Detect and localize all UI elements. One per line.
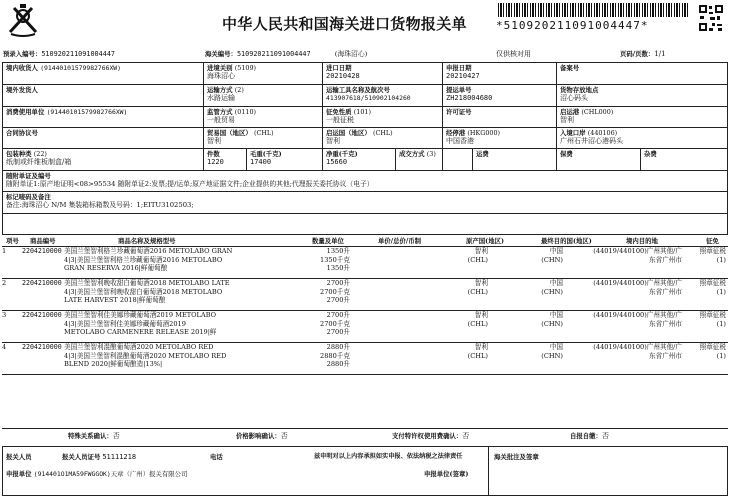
col-domestic: 境内目的地 — [626, 237, 658, 245]
entry-port-field: 进境关别 (5109) 海珠沼心 — [207, 64, 257, 80]
storage-field: 货物存放地点 沼心码头 — [560, 86, 599, 102]
document-title: 中华人民共和国海关进口货物报关单 — [222, 15, 467, 33]
barcode-text: *510920211091004447* — [496, 19, 649, 32]
levy-field: 征免性质 (101) 一般征税 — [326, 108, 371, 124]
consignee-field: 境内收货人 (91440101579982766XW) — [6, 64, 121, 72]
net-weight-field: 净重(千克) 15660 — [326, 150, 358, 166]
phone-label: 电话 — [210, 453, 223, 461]
bl-no-field: 提运单号 ZH218004680 — [446, 86, 493, 102]
freight-field: 运费 — [476, 150, 489, 158]
special-relation: 特殊关系确认：否 — [68, 432, 120, 440]
origin-country-field: 启运国（地区） (CHL) 智利 — [326, 129, 393, 145]
entry-site-field: 入境口岸 (440106) 广州石井沼心港码头 — [560, 129, 623, 145]
declarant-label: 报关人员 — [6, 453, 32, 461]
vessel-field: 运输工具名称及航次号 413907618/510902104260 — [326, 86, 411, 102]
contract-field: 合同协议号 — [6, 129, 38, 137]
marks-field: 标记唛码及备注 备注:海珠沼心 N/M 集装箱标箱数及号码：1;EITU3102503; — [6, 193, 194, 209]
qr-code-icon — [698, 4, 724, 32]
overseas-shipper-field: 境外发货人 — [6, 86, 38, 94]
documents-field: 随附单证及编号 随附单证1:原产地证明<08>95534 随附单证2:发票;提/运单;原产地证据文件;企业提供的其他;代理报关委托协议（电子） — [6, 172, 374, 188]
user-unit-field: 消费使用单位 (91440101579982766XW) — [6, 108, 128, 116]
col-name: 商品名称及规格型号 — [118, 237, 176, 245]
col-item-no: 项号 — [6, 237, 19, 245]
table-row: 2 2204210000 美国兰堡智利晚收甜白葡萄酒2018 METOLABO LATE 4|3|美国兰堡智利晚收甜白葡萄酒2018 METOLABO LATE HARVEST 2018|鲜葡萄酿 2700升 2700千克 2700升 智利 (CHL) 中国 (CHN) (44019/440100)广州其他/广 东省广州市 照章征税 (1) — [2, 279, 726, 305]
legal-statement: 兹申明对以上内容承担如实申报、依法纳税之法律责任 — [314, 453, 463, 460]
declarant-number: 报关人员证号 51111218 — [62, 453, 137, 461]
record-no-field: 备案号 — [560, 64, 580, 72]
declare-date-field: 申报日期 20210427 — [446, 64, 480, 80]
license-field: 许可证号 — [446, 108, 472, 116]
transit-port-field: 经停港 (HKG000) 中国香港 — [446, 129, 501, 145]
copy-note: 仅供核对用 — [496, 50, 531, 58]
gross-weight-field: 毛重(千克) 17400 — [250, 150, 282, 166]
supervision-field: 监管方式 (0110) 一般贸易 — [207, 108, 257, 124]
customs-number: 海关编号：510920211091004447 (海珠沼心) — [205, 50, 368, 58]
trade-country-field: 贸易国（地区） (CHL) 智利 — [207, 129, 274, 145]
self-declare: 自报自缴：否 — [570, 432, 609, 440]
misc-field: 杂费 — [644, 150, 657, 158]
col-price: 单价/总价/币制 — [378, 237, 422, 245]
transport-mode-field: 运输方式 (2) 水路运输 — [207, 86, 244, 102]
royalty-confirm: 支付特许权使用费确认：否 — [392, 432, 470, 440]
col-code: 商品编号 — [30, 237, 56, 245]
goods-table-header — [0, 236, 730, 245]
col-origin: 原产国(地区) — [466, 237, 505, 245]
table-row: 3 2204210000 美国兰堡智利佳美娜珍藏葡萄酒2019 METOLABO 4|3|美国兰堡智利佳美娜珍藏葡萄酒2019 METOLABO CARMENERE RELEASE 2019|鲜 2700升 2700千克 2700升 智利 (CHL) 中国 (CHN) (44019/440100)广州其他/广 东省广州市 照章征税 (1) — [2, 311, 726, 337]
package-field: 包装种类 (22) 纸制或纤维板制盒/箱 — [6, 150, 72, 166]
table-row: 1 2204210000 美国兰堡智利格兰珍藏葡萄酒2016 METOLABO GRAN 4|3|美国兰堡智利格兰珍藏葡萄酒2016 METOLABO GRAN RESERVA 2016|鲜葡萄酿 1350升 1350千克 1350升 智利 (CHL) 中国 (CHN) (44019/440100)广州其他/广 东省广州市 照章征税 (1) — [2, 247, 726, 273]
declaring-unit: 申报单位 (914401O1MA59FWGGOK)天章（广州）报关有限公司 — [6, 470, 188, 478]
col-dest: 最终目的国(地区) — [541, 237, 592, 245]
import-date-field: 进口日期 20210428 — [326, 64, 360, 80]
departure-port-field: 启运港 (CHL000) 智利 — [560, 108, 614, 124]
page-indicator: 页码/页数：1/1 — [620, 50, 666, 58]
barcode-icon — [498, 3, 688, 17]
customs-note-label: 海关批注及签章 — [494, 453, 539, 461]
unit-seal-label: 申报单位(签章) — [424, 470, 469, 478]
col-qty: 数量及单位 — [312, 237, 344, 245]
price-impact: 价格影响确认：否 — [236, 432, 288, 440]
table-row: 4 2204210000 美国兰堡智利混酿葡萄酒2020 METOLABO RED 4|3|美国兰堡智利混酿葡萄酒2020 METOLABO RED BLEND 2020|鲜葡萄酿造|13%| 2880升 2880千克 2880升 智利 (CHL) 中国 (CHN) (44019/440100)广州其他/广 东省广州市 照章征税 (1) — [2, 343, 726, 369]
col-levy: 征免 — [706, 237, 719, 245]
pre-entry-number: 预录入编号：510920211091004447 — [3, 50, 116, 58]
pieces-field: 件数 1220 — [207, 150, 224, 166]
insurance-field: 保费 — [560, 150, 573, 158]
deal-mode-field: 成交方式 (3) — [399, 150, 436, 158]
customs-emblem-icon — [6, 2, 40, 38]
